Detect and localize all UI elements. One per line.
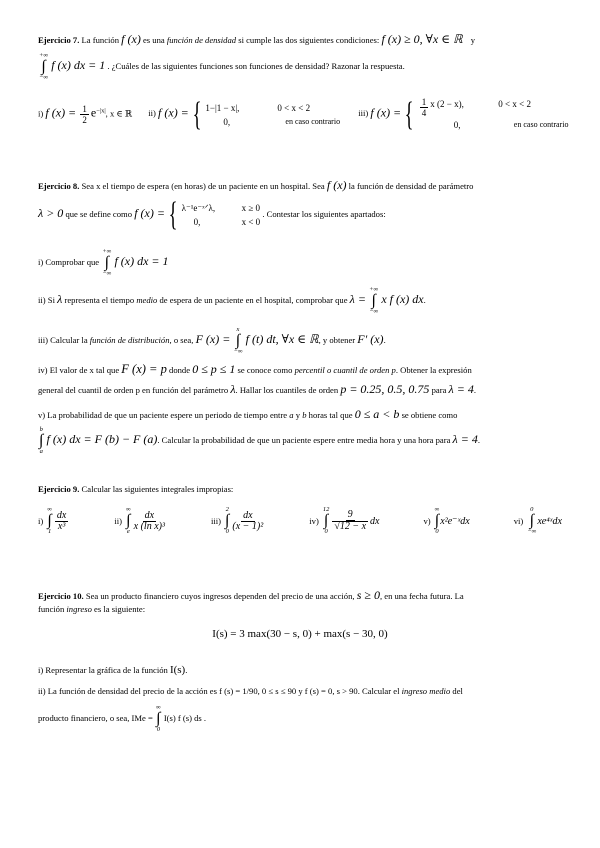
ej9-item-body: xe⁴ˣdx <box>537 515 562 527</box>
ej9-title: Ejercicio 9. <box>38 484 80 494</box>
ej9-item-integral: 0 ∫ −∞ <box>527 506 537 535</box>
ej7-cond-text: si cumple las dos siguientes condiciones: <box>238 35 380 45</box>
ej9-item <box>423 506 469 536</box>
ej8-intro: Sea x el tiempo de espera (en horas) de un paciente en un hospital. Sea <box>81 181 325 191</box>
ej9-item-label: i) <box>38 516 44 526</box>
ej7-is-a: es una <box>142 35 165 45</box>
ej7-ii-label: ii) <box>148 108 156 119</box>
ej7-iii-lhs: f (x) = <box>370 105 402 120</box>
ej8-cases: λ⁻¹e⁻ˣᐟλ, x ≥ 0 0, x < 0 <box>181 203 261 227</box>
ej7-cond1: f (x) ≥ 0, ∀x ∈ ℝ <box>381 32 463 46</box>
ej9-item-label: ii) <box>114 516 122 526</box>
ej8-iv-line2: general del cuantil de orden p en función del parámetro λ. Hallar los cuantiles de orden p = 0.25, 0.5, 0.75 para λ = 4. <box>38 382 476 396</box>
ej7-cond2: f (x) dx = 1 <box>51 57 106 72</box>
ej8-defined: que se define como <box>65 208 133 219</box>
ej8-title: Ejercicio 8. <box>38 181 80 191</box>
ej9-item-label: v) <box>423 516 431 526</box>
ej7-term: función de densidad <box>166 35 237 45</box>
ej9-item-frac: $\frac{dx}{\text{(x − 1)²}}$ <box>232 509 264 532</box>
ej9-item <box>514 506 562 536</box>
ej7-iii-cases: $\frac{1}{4}$ x (2 − x), 0 < x < 2 0, en caso contrario <box>421 97 569 130</box>
ej9-text: Calcular las siguientes integrales impropias: <box>81 484 234 494</box>
ej7-i-frac: $\frac{1}{2}$ <box>82 104 87 125</box>
ej8-line1 <box>38 178 473 193</box>
ej8-iv-line1: iv) El valor de x tal que F (x) = p donde 0 ≤ p ≤ 1 se conoce como percentil o cuantil de orden p. Obtener la expresión <box>38 362 472 376</box>
ej8-i-eq: f (x) dx = 1 <box>114 253 169 268</box>
ej7-integral: +∞ ∫ −∞ <box>39 52 49 81</box>
ej8-v-line1: v) La probabilidad de que un paciente espere un periodo de tiempo entre a y b horas tal que 0 ≤ a < b se obtiene como <box>38 407 458 421</box>
ej7-and: y <box>470 35 476 45</box>
ej9-item-label: iii) <box>210 516 222 526</box>
ej8-lambda-pos: λ > 0 <box>38 205 64 220</box>
ej9-item-label: vi) <box>513 516 524 526</box>
ej9-item-body: x²e⁻ˣdx <box>440 515 470 527</box>
ej7-iii-label: iii) <box>358 108 369 119</box>
ej7-title: Ejercicio 7. <box>38 35 80 45</box>
ej8-intro2: la función de densidad de parámetro <box>348 181 474 191</box>
ej9-item-integral: 2 ∫ 0 <box>225 506 230 535</box>
ej9-item-frac: $\frac{dx}{\text{x³}}$ <box>56 509 67 532</box>
ej7-f: f (x) <box>121 32 141 46</box>
ej9-item: iv) 12 ∫ 0 $\frac{9}{√12 - x}$ dx <box>309 506 380 535</box>
ej8-after: . Contestar los siguientes apartados: <box>262 208 386 219</box>
ej8-f: f (x) <box>326 178 347 192</box>
ej9-item-label: iv) <box>309 516 319 526</box>
ej8-ii: ii) Si λ representa el tiempo medio de espera de un paciente en el hospital, comprobar que λ = +∞ ∫ −∞ x f (x) dx. <box>38 286 426 315</box>
ej9-integrals <box>38 506 562 536</box>
ej7-options <box>38 97 568 132</box>
ej9-item <box>114 506 167 536</box>
ej10-line2: función ingreso es la siguiente: <box>38 604 146 614</box>
ej7-i-exp: e <box>90 105 97 120</box>
ej7-iii-brace: { <box>404 95 414 133</box>
ej10-title: Ejercicio 10. <box>38 591 84 601</box>
ej7-i-lhs: f (x) = <box>45 105 77 120</box>
ej7-ii-cases: 1−|1 − x|, 0 < x < 2 0, en caso contrario <box>205 102 341 127</box>
ej9-line1 <box>38 484 233 494</box>
ej7-line2 <box>38 52 405 82</box>
ej8-v-line2: b ∫ a f (x) dx = F (b) − F (a). Calcular la probabilidad de que un paciente espere entre media hora y una hora para λ = 4. <box>39 426 480 455</box>
ej7-question: . ¿Cuáles de las siguientes funciones son funciones de densidad? Razonar la respuesta. <box>107 60 405 71</box>
ej7-ii-lhs: f (x) = <box>158 105 189 120</box>
ej7-intro: La función <box>81 35 119 45</box>
ej9-item-integral: ∞ ∫ 1 <box>47 506 52 535</box>
ej8-i-text: i) Comprobar que <box>38 256 100 267</box>
ej10-ii-line1: ii) La función de densidad del precio de la acción es f (s) = 1/90, 0 ≤ s ≤ 90 y f (s) = 0, s > 90. Calcular el ingreso medio del <box>38 686 463 696</box>
ej10-line1: Ejercicio 10. Sea un producto financiero cuyos ingresos dependen del precio de una acción, s ≥ 0, en una fecha futura. La <box>38 588 464 602</box>
ej9-item-integral: ∞ ∫ 0 <box>434 506 440 535</box>
ej8-line2 <box>38 196 386 233</box>
ej7-i-label: i) <box>38 108 44 119</box>
ej8-i: i) Comprobar que +∞ ∫ −∞ f (x) dx = 1 <box>38 248 169 277</box>
ej10-ii-line2: producto financiero, o sea, IMe = ∞ ∫ 0 I(s) f (s) ds . <box>38 704 207 733</box>
ej7-i-dom: , x ∈ ℝ <box>105 108 133 119</box>
ej9-item <box>211 506 265 536</box>
ej10-i: i) Representar la gráfica de la función I(s). <box>38 664 188 676</box>
ej8-lhs: f (x) = <box>134 205 165 220</box>
ej9-item <box>38 506 70 536</box>
ej9-item-frac: $\frac{9}{√12 - x}$ <box>334 509 367 532</box>
ej7-i-sup: −|x| <box>96 107 106 115</box>
ej9-item-frac: $\frac{dx}{\text{x (ln x)³}}$ <box>133 509 165 532</box>
ej9-item-integral: 12 ∫ 0 <box>322 506 330 535</box>
ej9-item-integral: ∞ ∫ e <box>126 506 131 535</box>
ej8-iii: iii) Calcular la función de distribución, o sea, F (x) = x ∫ −∞ f (t) dt, ∀x ∈ ℝ, y obtener F′ (x). <box>38 326 386 355</box>
ej10-formula: I(s) = 3 max(30 − s, 0) + max(s − 30, 0) <box>212 628 388 640</box>
ej7-ii-brace: { <box>192 95 202 133</box>
ej7-line1 <box>38 32 475 47</box>
ej8-brace: { <box>168 196 178 233</box>
